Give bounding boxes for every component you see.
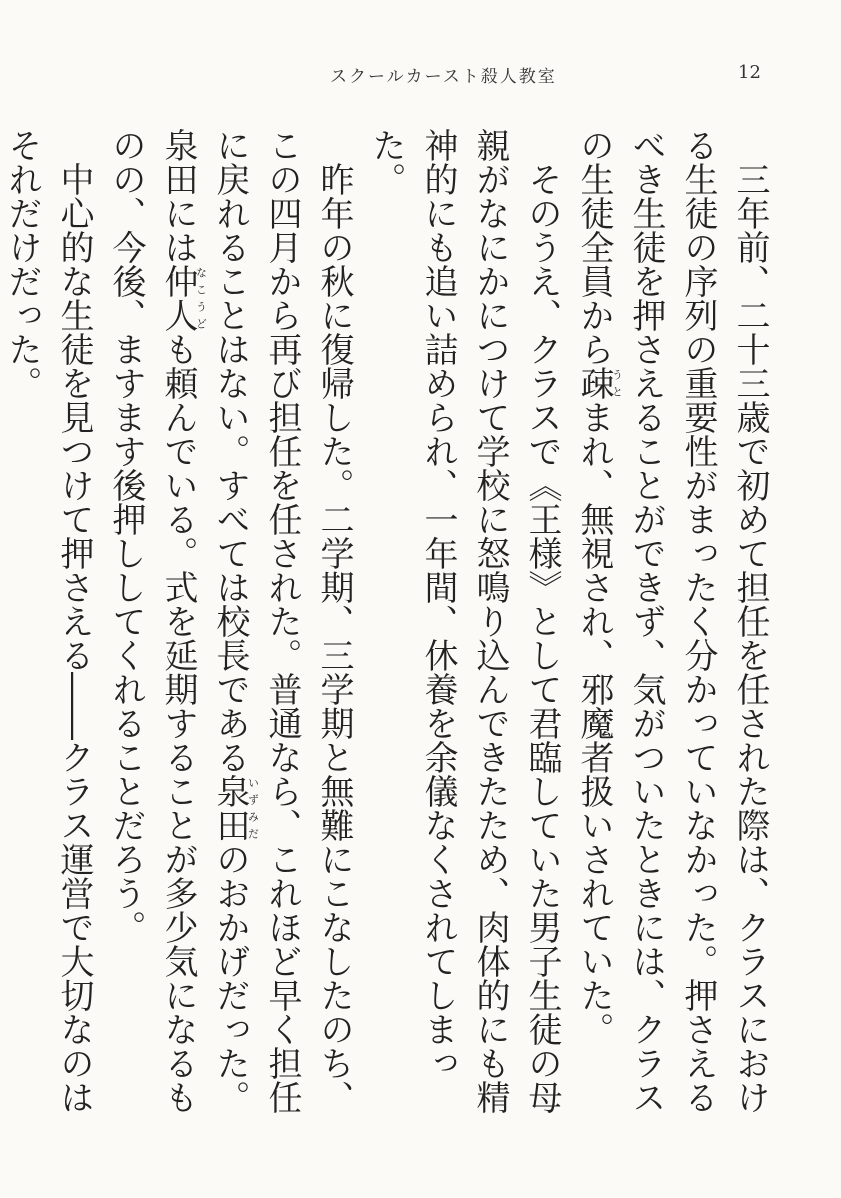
page-number: 12 xyxy=(738,62,761,83)
ruby-nakoudo: 仲人なこうど xyxy=(158,264,208,332)
running-head-title: スクールカースト殺人教室 xyxy=(330,67,557,87)
paragraph-3: 昨年の秋に復帰した。二学期、三学期と無難にこなしたのち、この四月から再び担任を任された。普通なら、これほど早く担任に戻れることはない。すべては校長である泉田いずみだのおかげだった。泉田には仲人なこうども頼んでいる。式を延期することが多少気になるものの、今後、ますます後押ししてくれることだろう。 xyxy=(106,128,354,1114)
paragraph-1-tail: まれ、無視され、邪魔者扱いされていた。 xyxy=(574,400,614,1046)
paragraph-2: そのうえ、クラスで《王様》として君臨していた男子生徒の母親がなにかにつけて学校に怒鳴り込んできたため、肉体的にも精神的にも追い詰められ、一年間、休養を余儀なくされてしまった。 xyxy=(366,128,562,1114)
paragraph-1 xyxy=(568,128,776,1128)
ruby-izumida: 泉田いずみだ xyxy=(210,774,260,842)
ruby-utoma: 疎うと xyxy=(574,366,624,400)
paragraph-4: 中心的な生徒を見つけて押さえる――クラス運営で大切なのはそれだけだった。 xyxy=(2,128,94,1114)
paragraph-1-text: 三年前、二十三歳で初めて担任を任された際は、クラスにおける生徒の序列の重要性がまったく分かっていなかった。押さえるべき生徒を押さえることができず、気がついたときには、クラスの生徒全員から xyxy=(574,128,770,1114)
novel-body-text xyxy=(2,128,776,1128)
